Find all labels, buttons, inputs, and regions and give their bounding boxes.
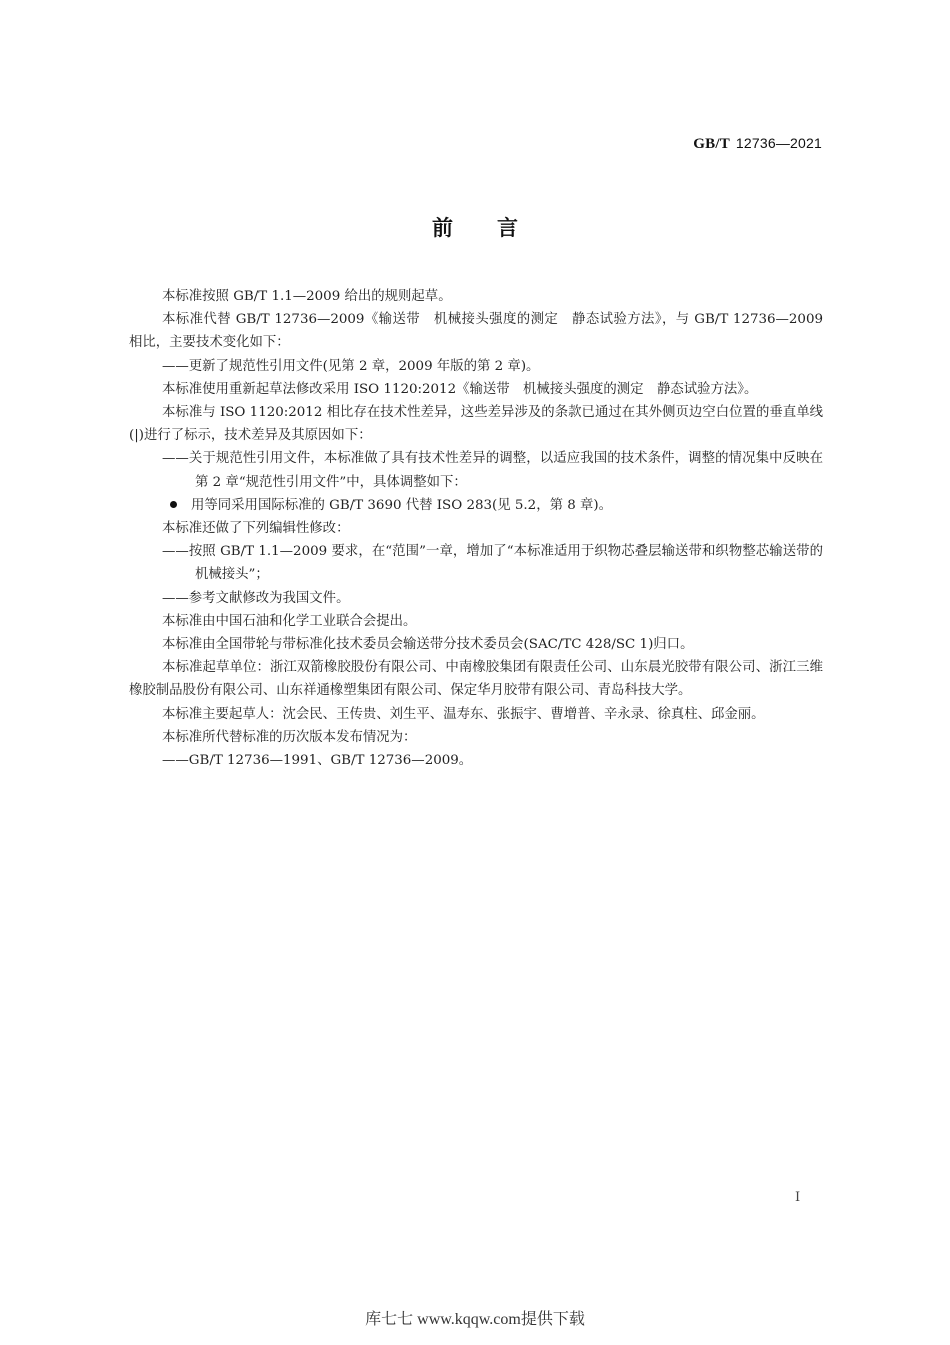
paragraph: 本标准代替 GB/T 12736—2009《输送带 机械接头强度的测定 静态试验方法》，与 GB/T 12736—2009 相比，主要技术变化如下： bbox=[129, 312, 823, 351]
standard-prefix: GB/T bbox=[693, 136, 730, 152]
paragraph: 本标准由中国石油和化学工业联合会提出。 bbox=[162, 613, 417, 629]
paragraph: 本标准按照 GB/T 1.1—2009 给出的规则起草。 bbox=[162, 289, 452, 304]
paragraph: 本标准由全国带轮与带标准化技术委员会输送带分技术委员会(SAC/TC 428/SC 1)归口。 bbox=[162, 637, 694, 653]
paragraph: 本标准还做了下列编辑性修改： bbox=[162, 521, 350, 537]
standard-number: 12736—2021 bbox=[735, 135, 822, 151]
bullet-item bbox=[129, 494, 823, 517]
dash-item: ——按照 GB/T 1.1—2009 要求，在“范围”一章，增加了“本标准适用于织物芯叠层输送带和织物整芯输送带的机械接头”； bbox=[162, 544, 823, 583]
paragraph: 本标准所代替标准的历次版本发布情况为： bbox=[162, 729, 417, 745]
title-char-1: 前 bbox=[432, 216, 453, 240]
paragraph: 本标准主要起草人：沈会民、王传贵、刘生平、温寿东、张振宇、曹增普、辛永录、徐真柱、邱金丽。 bbox=[162, 706, 765, 722]
footer-watermark: 库七七 www.kqqw.com提供下载 bbox=[365, 1311, 585, 1328]
dash-item: ——参考文献修改为我国文件。 bbox=[162, 590, 350, 606]
dash-item: ——关于规范性引用文件，本标准做了具有技术性差异的调整，以适应我国的技术条件，调整的情况集中反映在第 2 章“规范性引用文件”中，具体调整如下： bbox=[162, 451, 823, 490]
bullet-text: 用等同采用国际标准的 GB/T 3690 代替 ISO 283(见 5.2，第 8 章)。 bbox=[191, 497, 613, 513]
paragraph: 本标准与 ISO 1120:2012 相比存在技术性差异，这些差异涉及的条款已通过在其外侧页边空白位置的垂直单线(|)进行了标示，技术差异及其原因如下： bbox=[129, 405, 823, 444]
paragraph: 本标准起草单位：浙江双箭橡胶股份有限公司、中南橡胶集团有限责任公司、山东晨光胶带有限公司、浙江三维橡胶制品股份有限公司、山东祥通橡塑集团有限公司、保定华月胶带有限公司、青岛科技大学。 bbox=[129, 660, 823, 699]
title-char-2: 言 bbox=[497, 216, 518, 240]
foreword-body bbox=[129, 285, 823, 772]
standard-code bbox=[693, 135, 822, 153]
bullet-icon bbox=[170, 501, 177, 508]
page-title bbox=[0, 212, 950, 242]
page-number: I bbox=[795, 1190, 801, 1205]
dash-item: ——GB/T 12736—1991、GB/T 12736—2009。 bbox=[162, 753, 473, 769]
paragraph: 本标准使用重新起草法修改采用 ISO 1120:2012《输送带 机械接头强度的测定 静态试验方法》。 bbox=[162, 381, 758, 397]
dash-item: ——更新了规范性引用文件(见第 2 章，2009 年版的第 2 章)。 bbox=[162, 358, 540, 374]
